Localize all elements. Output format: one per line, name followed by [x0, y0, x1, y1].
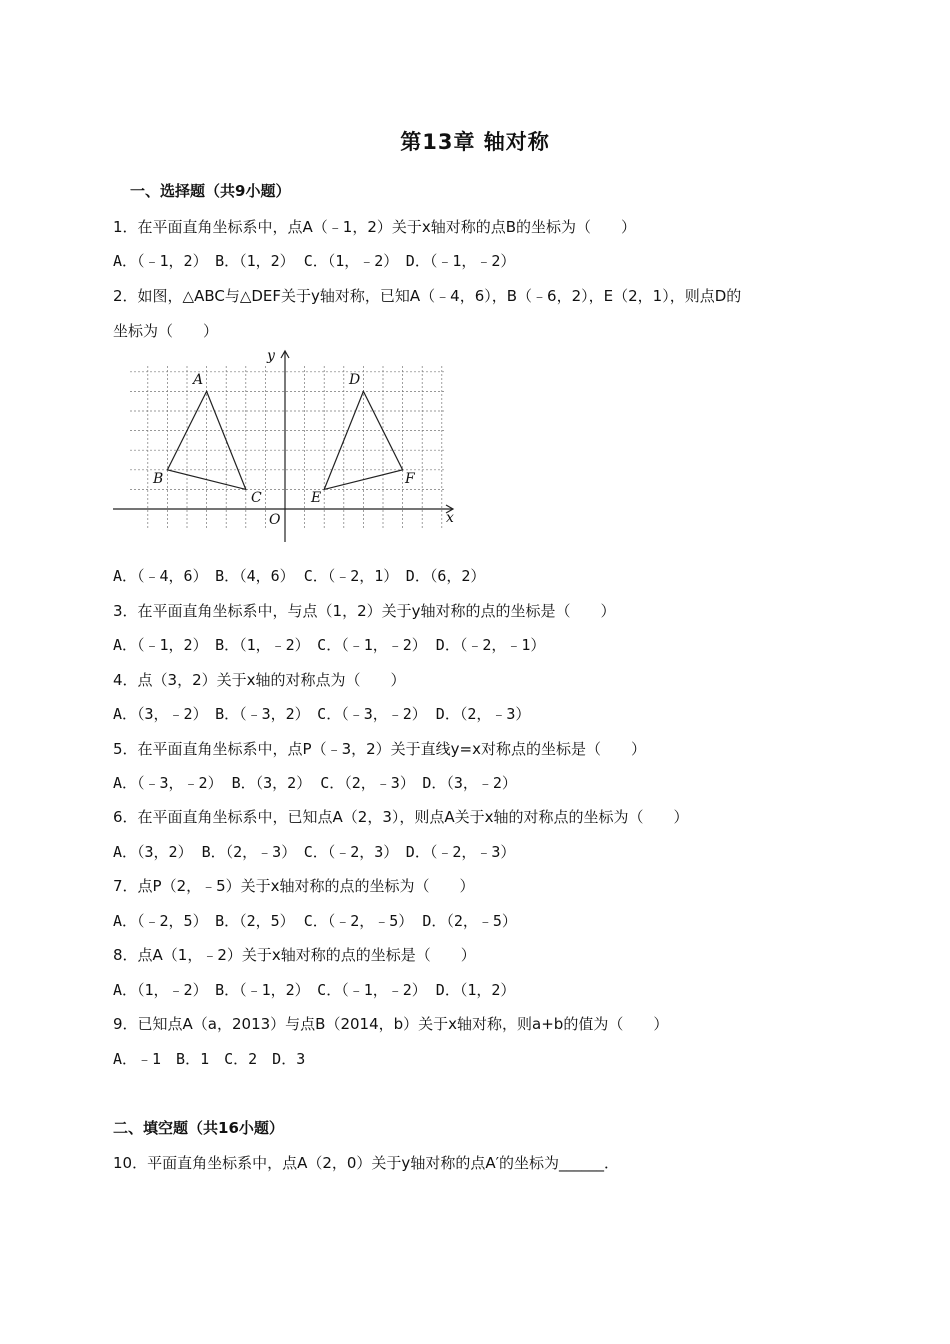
point-label-b: B	[153, 471, 164, 487]
point-label-f: F	[405, 471, 415, 487]
y-axis-label: y	[267, 348, 275, 364]
question-3-options: A．（﹣1，2） B．（1，﹣2） C．（﹣1，﹣2） D．（﹣2，﹣1）	[113, 636, 546, 654]
question-3-stem: 3．在平面直角坐标系中，与点（1，2）关于y轴对称的点的坐标是（ ）	[113, 602, 616, 620]
question-4-stem: 4．点（3，2）关于x轴的对称点为（ ）	[113, 671, 406, 689]
question-1-stem: 1．在平面直角坐标系中，点A（﹣1，2）关于x轴对称的点B的坐标为（ ）	[113, 218, 637, 236]
question-8-stem: 8．点A（1，﹣2）关于x轴对称的点的坐标是（ ）	[113, 946, 476, 964]
question-2-options: A．（﹣4，6） B．（4，6） C．（﹣2，1） D．（6，2）	[113, 567, 486, 585]
question-8-options: A．（1，﹣2） B．（﹣1，2） C．（﹣1，﹣2） D．（1，2）	[113, 981, 516, 999]
question-5-options: A．（﹣3，﹣2） B．（3，2） C．（2，﹣3） D．（3，﹣2）	[113, 774, 517, 792]
point-label-a: A	[193, 372, 204, 388]
question-6-options: A．（3，2） B．（2，﹣3） C．（﹣2，3） D．（﹣2，﹣3）	[113, 843, 516, 861]
question-10-stem: 10．平面直角坐标系中，点A（2，0）关于y轴对称的点A′的坐标为______．	[113, 1154, 619, 1172]
question-4-options: A．（3，﹣2） B．（﹣3，2） C．（﹣3，﹣2） D．（2，﹣3）	[113, 705, 531, 723]
question-5-stem: 5．在平面直角坐标系中，点P（﹣3，2）关于直线y=x对称点的坐标是（ ）	[113, 740, 647, 758]
question-7-stem: 7．点P（2，﹣5）关于x轴对称的点的坐标为（ ）	[113, 877, 475, 895]
grid	[130, 366, 446, 528]
question-2-stem-cont: 坐标为（ ）	[113, 322, 219, 340]
x-axis-label: x	[446, 510, 454, 526]
question-7-options: A．（﹣2，5） B．（2，5） C．（﹣2，﹣5） D．（2，﹣5）	[113, 912, 517, 930]
question-9-options: A．﹣1 B．1 C．2 D．3	[113, 1050, 306, 1068]
section-heading-choice: 一、选择题（共9小题）	[130, 182, 291, 200]
question-6-stem: 6．在平面直角坐标系中，已知点A（2，3），则点A关于x轴的对称点的坐标为（ ）	[113, 808, 689, 826]
origin-label: O	[269, 512, 281, 528]
question-9-stem: 9．已知点A（a，2013）与点B（2014，b）关于x轴对称，则a+b的值为（ ）	[113, 1015, 669, 1033]
section-heading-fill: 二、填空题（共16小题）	[113, 1119, 284, 1137]
point-label-c: C	[251, 490, 262, 506]
point-label-d: D	[349, 372, 361, 388]
question-1-options: A．（﹣1，2） B．（1，2） C．（1，﹣2） D．（﹣1，﹣2）	[113, 252, 516, 270]
question-2-stem: 2．如图，△ABC与△DEF关于y轴对称，已知A（﹣4，6），B（﹣6，2），E（2，1），则点D的	[113, 287, 742, 305]
point-label-e: E	[311, 490, 322, 506]
page-title: 第13章 轴对称	[400, 130, 550, 154]
coordinate-figure	[113, 346, 458, 544]
